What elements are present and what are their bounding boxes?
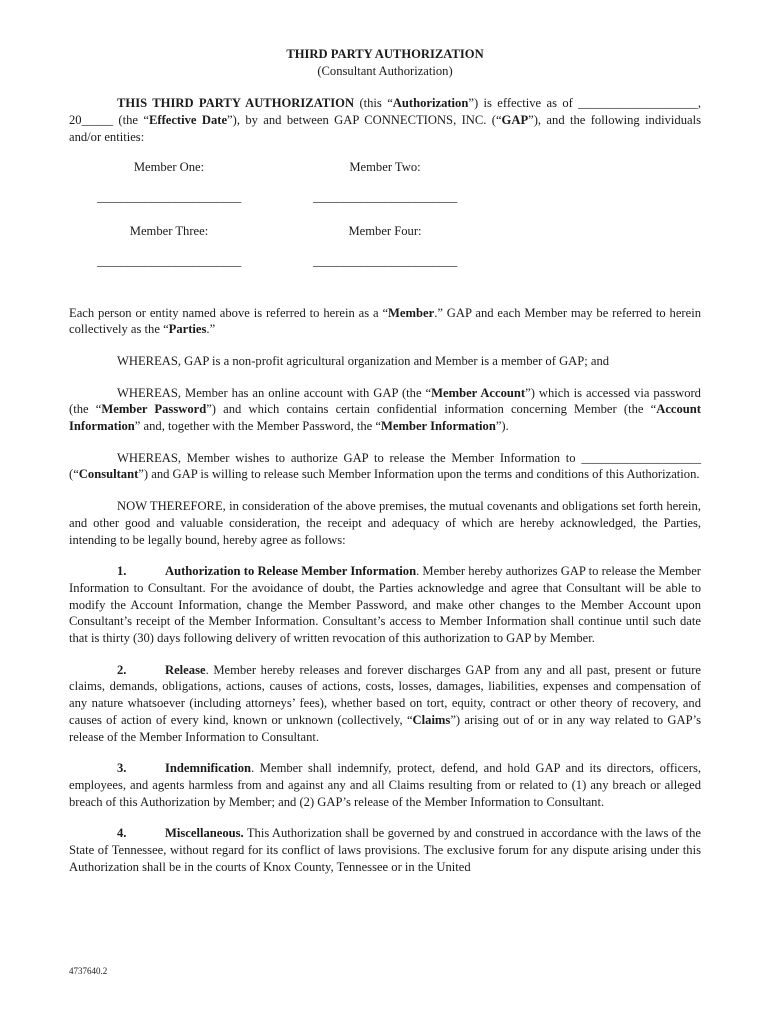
term-member-account: Member Account <box>431 385 526 400</box>
section-2-body-a: . Member hereby releases and forever discharges GAP from any and all past, present or future claims, demands, obligations, actions, causes of actions, costs, losses, damages, liabilities, expenses and compensation of any nature whatsoever (including attorneys’ fees), whether based on tort, equity, contract or other theory of recovery, and causes of action of every kind, known or unknown (collectively, “ <box>69 662 701 727</box>
w3-text-a: WHEREAS, Member wishes to authorize GAP to release the Member Information to ___________________ (“ <box>69 450 701 482</box>
member-two-label: Member Two: <box>349 159 421 174</box>
document-subtitle: (Consultant Authorization) <box>317 63 453 78</box>
defs-text-c: .” <box>206 322 216 337</box>
term-member-information: Member Information <box>381 419 496 434</box>
section-1-heading: Authorization to Release Member Information <box>165 564 417 579</box>
w2-text-b: ”) which is accessed via password (the “ <box>69 385 701 417</box>
w3-text-b: ”) and GAP is willing to release such Member Information upon the terms and conditions of this Authorization. <box>138 467 700 482</box>
term-account-information: Account Information <box>69 402 701 434</box>
term-effective-date: Effective Date <box>148 113 228 128</box>
intro-text-d: ”), and the following individuals and/or entities: <box>69 113 702 144</box>
section-2 <box>69 662 701 746</box>
member-three-line: ________________________ <box>97 253 241 268</box>
definitions-paragraph <box>69 305 701 338</box>
term-member: Member <box>388 305 435 320</box>
term-consultant: Consultant <box>78 467 139 482</box>
section-1-number: 1. <box>117 564 127 579</box>
member-four-label: Member Four: <box>348 223 422 238</box>
section-3-heading: Indemnification <box>165 761 252 776</box>
now-therefore-paragraph: NOW THEREFORE, in consideration of the above premises, the mutual covenants and obligations set forth herein, and other good and valuable consideration, the receipt and adequacy of which are hereby acknowledged, the Parties, intending to be legally bound, hereby agree as follows: <box>69 499 701 547</box>
member-two-line: ________________________ <box>313 189 457 204</box>
document-title: THIRD PARTY AUTHORIZATION <box>286 47 484 61</box>
member-one-label: Member One: <box>133 159 205 174</box>
w2-text-d: ” and, together with the Member Password, the “ <box>134 419 381 434</box>
w2-text-e: ”). <box>495 419 509 434</box>
section-1-body: . Member hereby authorizes GAP to release the Member Information to Consultant. For the avoidance of doubt, the Parties acknowledge and agree that Consultant will be able to modify the Account Information, change the Member Password, and make other changes to the Member Account upon Consultant’s receipt of the Member Information. Consultant’s access to Member Information shall continue until such date that is thirty (30) days following delivery of written revocation of this authorization to GAP by Member. <box>69 564 701 646</box>
section-2-body-b: ”) arising out of or in any way related to GAP’s release of the Member Information to Consultant. <box>69 712 701 744</box>
w2-text-c: ”) and which contains certain confidential information concerning Member (the “ <box>206 402 657 417</box>
section-4-heading: Miscellaneous. <box>165 826 244 841</box>
w2-text-a: WHEREAS, Member has an online account with GAP (the “ <box>117 385 432 400</box>
defs-text-a: Each person or entity named above is referred to herein as a “ <box>69 305 389 320</box>
term-parties: Parties <box>168 322 207 337</box>
section-3-number: 3. <box>117 761 127 776</box>
section-1 <box>69 563 701 647</box>
intro-text-b: ”) is effective as of ___________________, 20_____ (the “ <box>69 96 702 128</box>
section-4-number: 4. <box>117 826 127 841</box>
member-one-line: ________________________ <box>97 189 241 204</box>
term-authorization: Authorization <box>392 96 469 111</box>
section-2-number: 2. <box>117 662 127 677</box>
member-four-line: ________________________ <box>313 253 457 268</box>
whereas-1: WHEREAS, GAP is a non-profit agricultural organization and Member is a member of GAP; and <box>117 353 610 368</box>
intro-text-c: ”), by and between GAP CONNECTIONS, INC. (“ <box>227 113 502 128</box>
intro-text-a: (this “ <box>354 96 393 111</box>
intro-lead: THIS THIRD PARTY AUTHORIZATION <box>117 96 355 111</box>
defs-text-b: .” GAP and each Member may be referred to herein collectively as the “ <box>69 305 701 337</box>
term-claims: Claims <box>412 712 451 727</box>
document-page <box>69 46 701 876</box>
member-signature-block <box>69 159 701 305</box>
section-4 <box>69 825 701 875</box>
term-member-password: Member Password <box>101 402 207 417</box>
document-number: 4737640.2 <box>69 966 108 976</box>
whereas-2 <box>69 385 701 435</box>
section-3 <box>69 760 701 810</box>
intro-paragraph <box>69 95 701 145</box>
term-gap: GAP <box>501 113 529 128</box>
section-3-body: . Member shall indemnify, protect, defend, and hold GAP and its directors, officers, employees, and agents harmless from and against any and all Claims resulting from or related to (1) any breach or alleged breach of this Authorization by Member; and (2) GAP’s release of the Member Information to Consultant. <box>69 761 701 809</box>
member-three-label: Member Three: <box>129 223 209 238</box>
whereas-3 <box>69 450 701 483</box>
section-2-heading: Release <box>165 662 206 677</box>
section-4-body: This Authorization shall be governed by and construed in accordance with the laws of the State of Tennessee, without regard for its conflict of laws provisions. The exclusive forum for any dispute arising under this Authorization shall be in the courts of Knox County, Tennessee or in the United <box>69 826 701 874</box>
